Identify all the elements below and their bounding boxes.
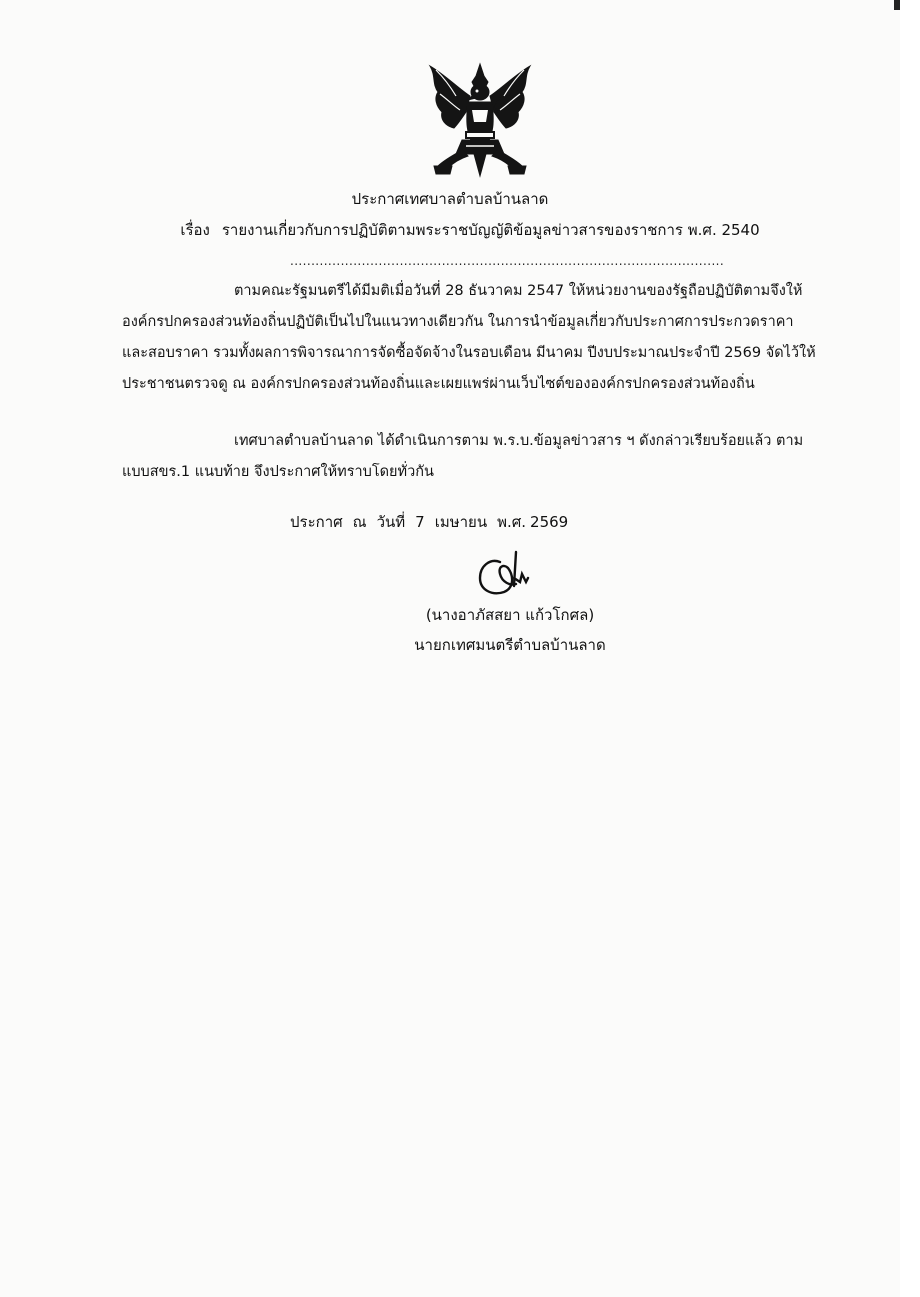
date-year: 2569 [530, 513, 569, 531]
scan-edge-shadow [894, 0, 900, 10]
signer-name: (นางอาภัสสยา แก้วโกศล) [425, 606, 595, 624]
paragraph-action [122, 426, 838, 488]
handwritten-signature-icon [470, 548, 540, 600]
signer-position: นายกเทศมนตรีตำบลบ้านลาด [414, 636, 606, 654]
announcement-subject [20, 218, 920, 242]
paragraph-line: และสอบราคา รวมทั้งผลการพิจารณาการจัดซื้อจัดจ้างในรอบเดือน มีนาคม ปีงบประมาณประจำปี 2569 จัดไว้ให้ [122, 345, 816, 361]
date-day-label: วันที่ [376, 513, 406, 531]
paragraph-line: ประชาชนตรวจดู ณ องค์กรปกครองส่วนท้องถิ่นและเผยแพร่ผ่านเว็บไซต์ขององค์กรปกครองส่วนท้องถิ่น [122, 376, 755, 392]
separator-dotted-line: ....................................................................................................... [290, 254, 725, 268]
paragraph-line: องค์กรปกครองส่วนท้องถิ่นปฏิบัติเป็นไปในแนวทางเดียวกัน ในการนำข้อมูลเกี่ยวกับประกาศการประกวดราคา [122, 314, 794, 330]
date-at-word: ณ [352, 513, 367, 531]
garuda-emblem-icon [422, 62, 538, 178]
announcement-date [290, 510, 578, 534]
paragraph-line: เทศบาลตำบลบ้านลาด ได้ดำเนินการตาม พ.ร.บ.ข้อมูลข่าวสาร ฯ ดังกล่าวเรียบร้อยแล้ว ตาม [234, 433, 804, 449]
paragraph-line: แบบสขร.1 แนบท้าย จึงประกาศให้ทราบโดยทั่วกัน [122, 464, 434, 480]
date-day: 7 [415, 513, 425, 531]
announcement-title: ประกาศเทศบาลตำบลบ้านลาด [351, 190, 549, 208]
subject-text: รายงานเกี่ยวกับการปฏิบัติตามพระราชบัญญัติข้อมูลข่าวสารของราชการ พ.ศ. 2540 [221, 221, 760, 239]
date-announced-word: ประกาศ [290, 513, 343, 531]
paragraph-line: ตามคณะรัฐมนตรีได้มีมติเมื่อวันที่ 28 ธันวาคม 2547 ให้หน่วยงานของรัฐถือปฏิบัติตามจึงให้ [234, 283, 803, 299]
signer-block [400, 600, 620, 660]
subject-label: เรื่อง [180, 221, 210, 239]
date-era: พ.ศ. [497, 513, 527, 531]
paragraph-resolution [122, 276, 838, 400]
date-month: เมษายน [434, 513, 488, 531]
